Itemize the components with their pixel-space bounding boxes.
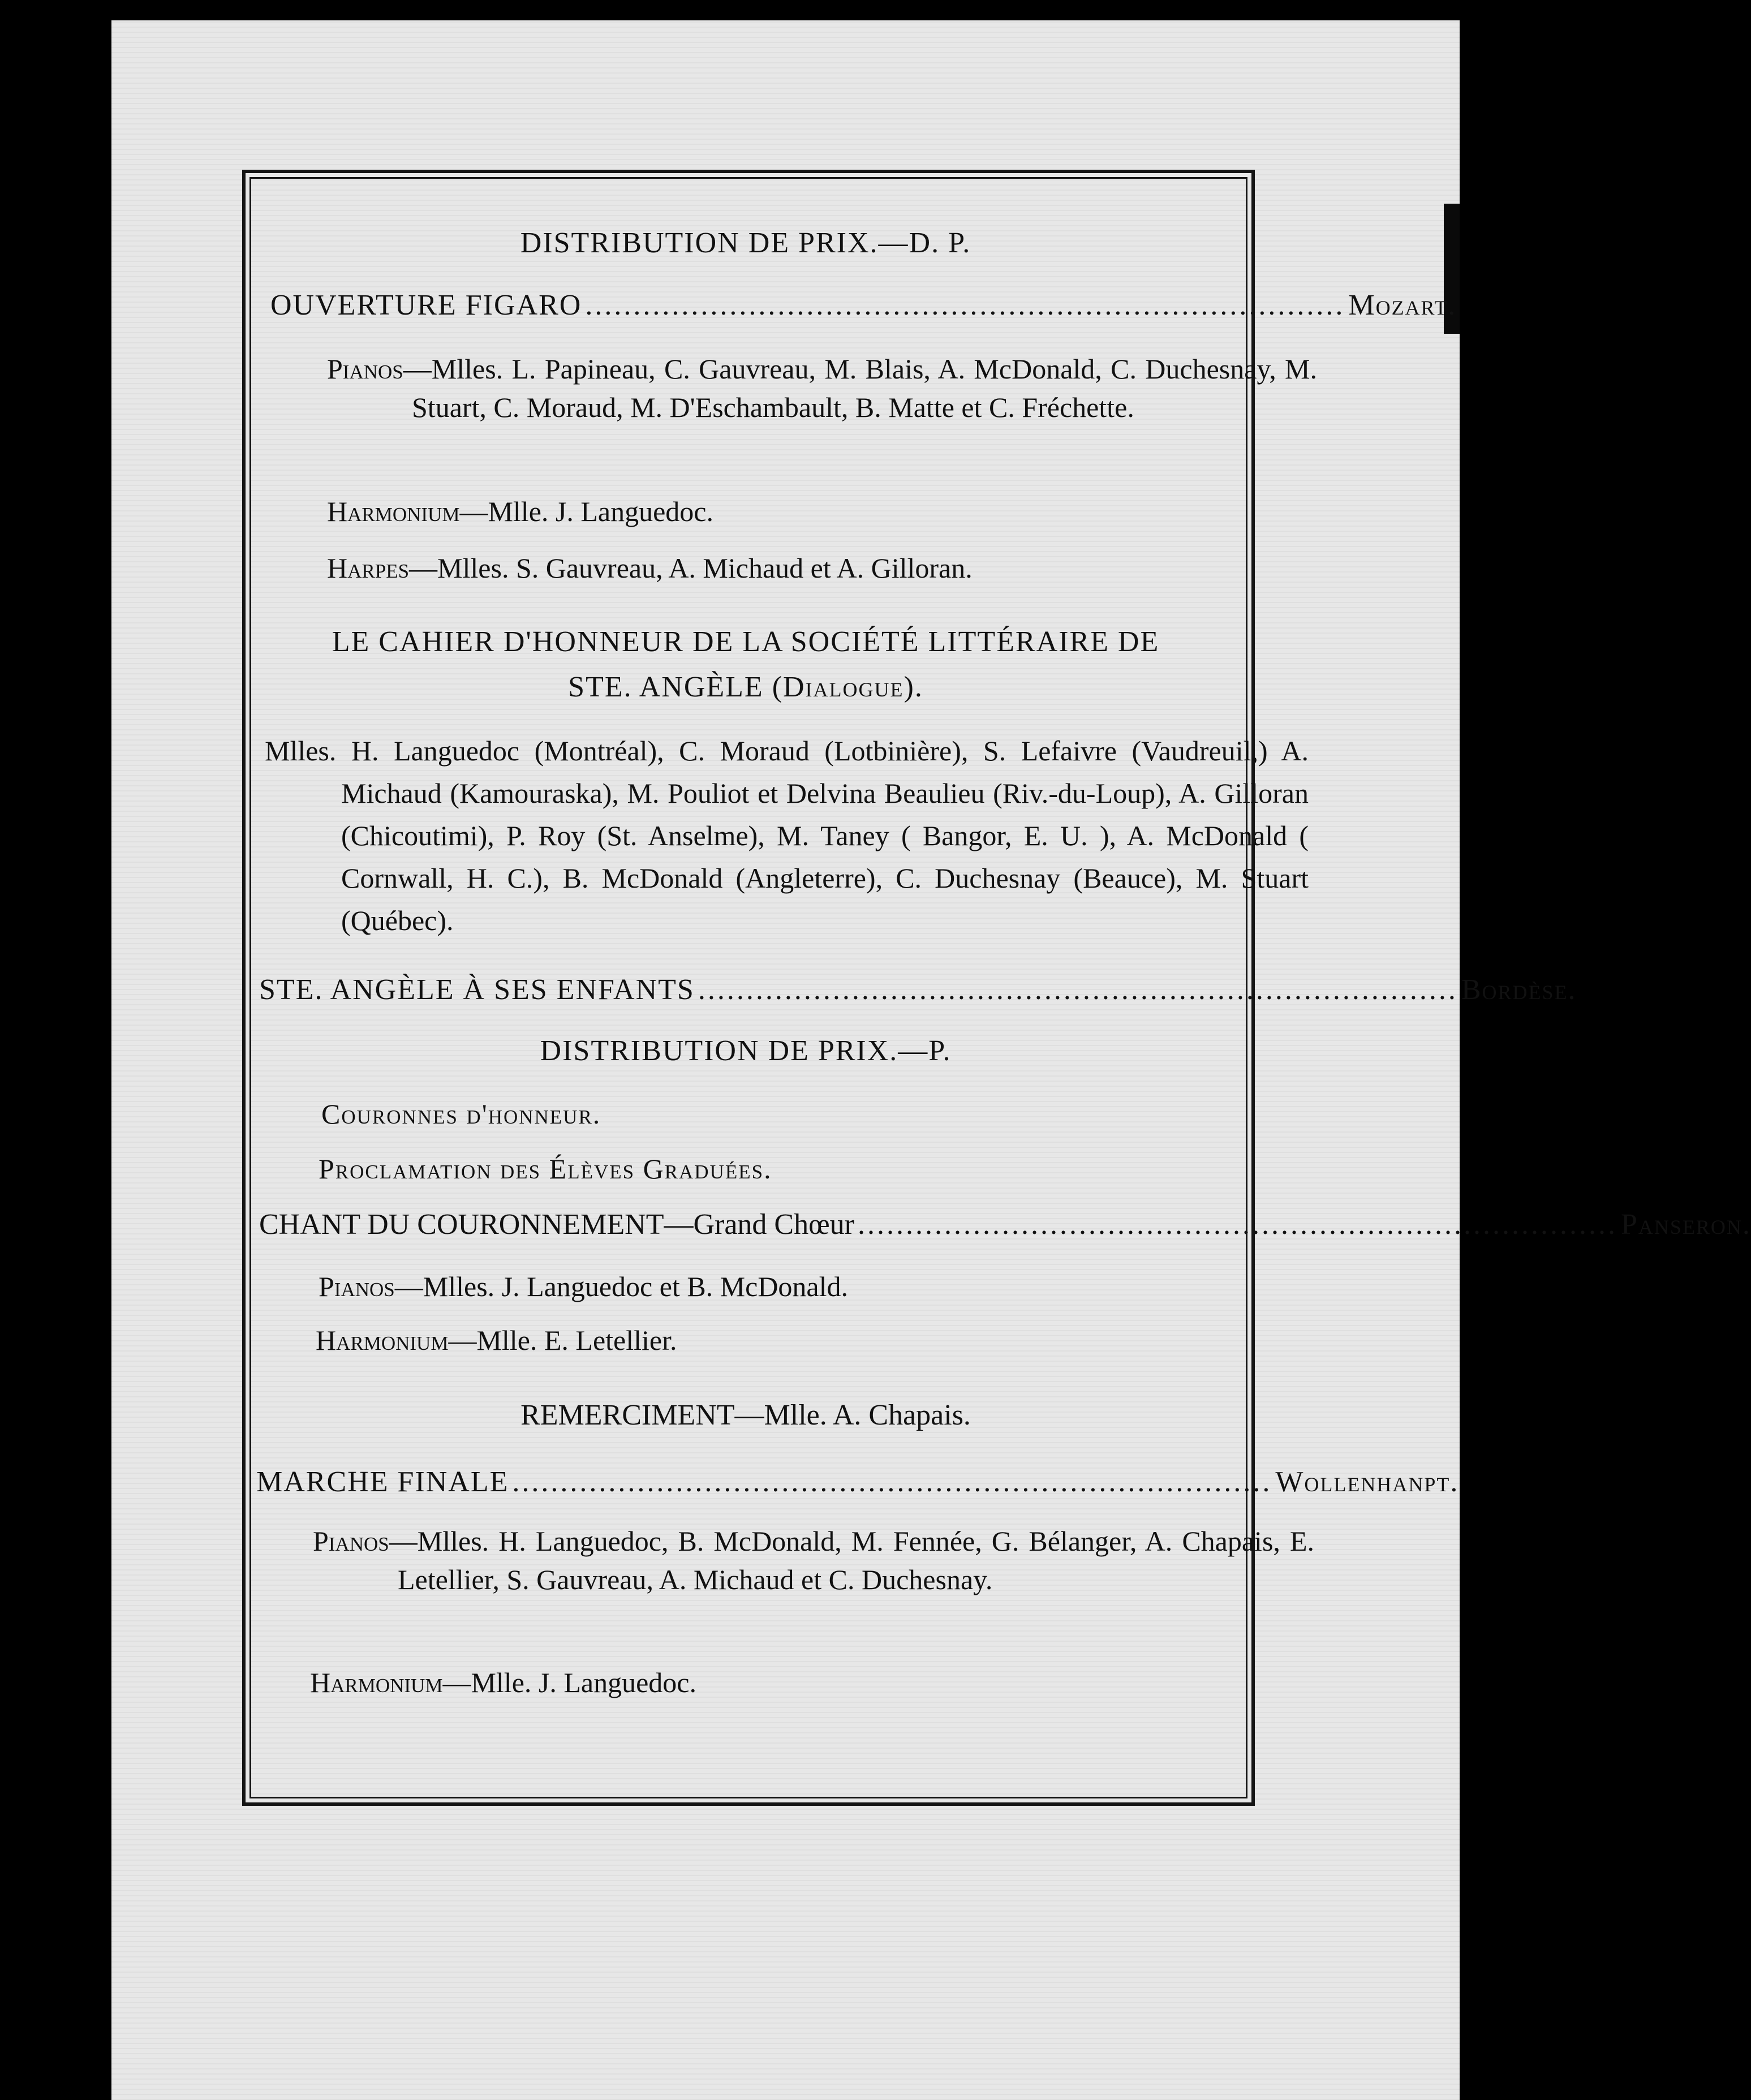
item-ouverture-figaro xyxy=(270,289,1457,322)
remerciment: REMERCIMENT—Mlle. A. Chapais. xyxy=(520,1399,971,1431)
item-composer: Panseron. xyxy=(1620,1208,1751,1241)
performer-names: —Mlles. L. Papineau, C. Gauvreau, M. Blais, A. McDonald, C. Duchesnay, M. Stuart, C. Moraud, M. D'Eschambault, B. Matte et C. Fréchette. xyxy=(403,353,1317,423)
leader-dots: ............................................................................... xyxy=(512,1466,1272,1498)
item-title: MARCHE FINALE xyxy=(256,1466,509,1498)
proclamation-eleves: Proclamation des Élèves Graduées. xyxy=(319,1153,772,1185)
leader-dots: ............................................................................... xyxy=(857,1208,1617,1241)
item-composer: Wollenhanpt. xyxy=(1275,1466,1459,1498)
heading-distribution-dp: DISTRIBUTION DE PRIX.—D. P. xyxy=(520,227,971,259)
role-label: Pianos xyxy=(313,1525,389,1557)
dialogue-cast: Mlles. H. Languedoc (Montréal), C. Moraud (Lotbinière), S. Lefaivre (Vaudreuil,) A. Michaud (Kamouraska), M. Pouliot et Delvina Beaulieu (Riv.-du-Loup), A. Gilloran (Chicoutimi), P. Roy (St. Anselme), M. Taney ( Bangor, E. U. ), A. McDonald ( Cornwall, H. C.), B. McDonald (Angleterre), C. Duchesnay (Beauce), M. Stuart (Québec). xyxy=(265,735,1309,936)
leader-dots: ............................................................................... xyxy=(698,974,1458,1006)
performer-names: —Mlles. S. Gauvreau, A. Michaud et A. Gilloran. xyxy=(409,552,973,584)
heading-note: (Dialogue). xyxy=(772,671,923,703)
performers-harpes xyxy=(327,549,973,587)
role-label: Harmonium xyxy=(327,496,460,527)
item-composer: Bordèse. xyxy=(1461,974,1577,1006)
role-label: Harpes xyxy=(327,552,410,584)
performers-harmonium-3 xyxy=(310,1663,696,1702)
role-label: Harmonium xyxy=(310,1667,443,1698)
role-label: Pianos xyxy=(327,353,403,385)
heading-text: STE. ANGÈLE xyxy=(568,671,764,703)
performer-names: —Mlles. J. Languedoc et B. McDonald. xyxy=(394,1271,849,1302)
performers-harmonium-1 xyxy=(327,492,713,531)
heading-cahier-honneur-line1: LE CAHIER D'HONNEUR DE LA SOCIÉTÉ LITTÉRAIRE DE xyxy=(332,626,1160,658)
item-chant-couronnement xyxy=(259,1208,1751,1242)
performers-harmonium-2 xyxy=(316,1321,677,1359)
performer-names: —Mlles. H. Languedoc, B. McDonald, M. Fennée, G. Bélanger, A. Chapais, E. Letellier, S. Gauvreau, A. Michaud et C. Duchesnay. xyxy=(389,1525,1314,1595)
heading-distribution-p: DISTRIBUTION DE PRIX.—P. xyxy=(540,1035,952,1067)
performer-names: —Mlle. J. Languedoc. xyxy=(442,1667,696,1698)
item-ste-angele xyxy=(259,973,1577,1007)
role-label: Pianos xyxy=(319,1271,395,1302)
item-title: STE. ANGÈLE À SES ENFANTS xyxy=(259,974,695,1006)
performers-pianos-2 xyxy=(319,1267,848,1306)
role-label: Harmonium xyxy=(316,1324,449,1356)
performer-names: —Mlle. E. Letellier. xyxy=(448,1324,677,1356)
item-composer: Mozart. xyxy=(1348,289,1457,321)
performers-pianos-1 xyxy=(327,350,1317,427)
performer-names: —Mlle. J. Languedoc. xyxy=(459,496,713,527)
leader-dots: ............................................................................... xyxy=(585,289,1345,321)
heading-cahier-honneur-line2 xyxy=(248,670,1244,704)
item-title: OUVERTURE FIGARO xyxy=(270,289,582,321)
performers-pianos-3 xyxy=(313,1522,1314,1599)
couronnes-honneur: Couronnes d'honneur. xyxy=(321,1098,601,1130)
item-title: CHANT DU COURONNEMENT—Grand Chœur xyxy=(259,1208,854,1241)
item-marche-finale xyxy=(256,1465,1459,1499)
